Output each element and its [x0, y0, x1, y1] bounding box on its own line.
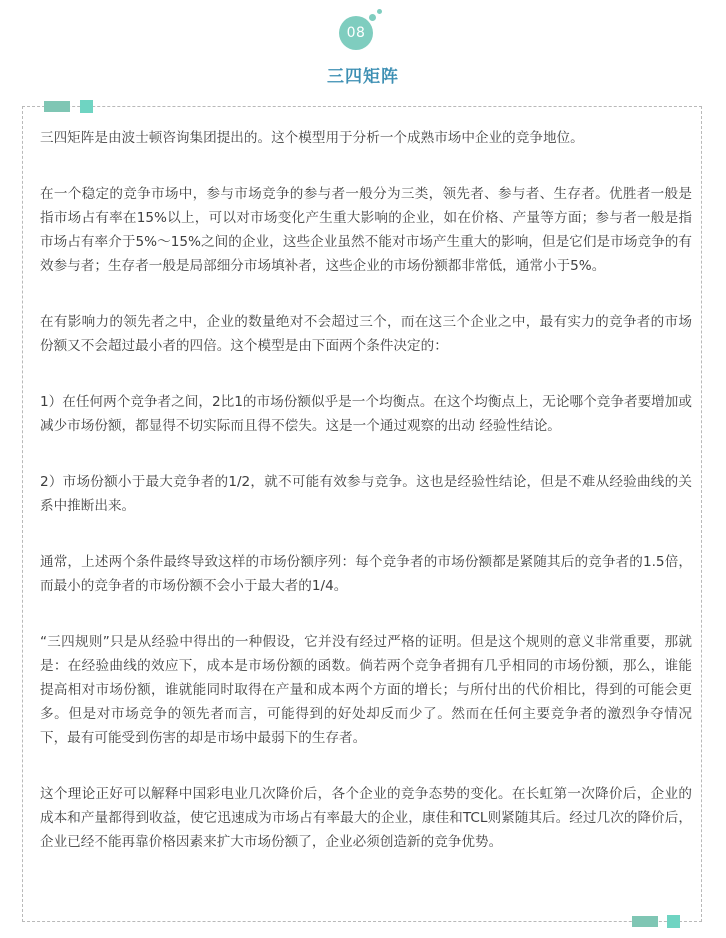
corner-decoration-bottom-square: [667, 915, 680, 928]
paragraph: “三四规则”只是从经验中得出的一种假设，它并没有经过严格的证明。但是这个规则的意义非常重要，那就是：在经验曲线的效应下，成本是市场份额的函数。倘若两个竞争者拥有几乎相同的市场份额，那么，谁能提高相对市场份额，谁就能同时取得在产量和成本两个方面的增长；与所付出的代价相比，得到的可能会更多。但是对市场竞争的领先者而言，可能得到的好处却反而少了。然而在任何主要竞争者的激烈争夺情况下，最有可能受到伤害的却是市场中最弱下的生存者。: [40, 634, 692, 746]
decorative-dot-small: [377, 9, 382, 14]
article-body: [40, 126, 692, 886]
paragraph: 在有影响力的领先者之中，企业的数量绝对不会超过三个，而在这三个企业之中，最有实力的竞争者的市场份额又不会超过最小者的四倍。这个模型是由下面两个条件决定的：: [40, 314, 692, 354]
paragraph: 通常，上述两个条件最终导致这样的市场份额序列：每个竞争者的市场份额都是紧随其后的竞争者的1.5倍，而最小的竞争者的市场份额不会小于最大者的1/4。: [40, 554, 692, 594]
section-number-badge: [332, 6, 392, 54]
section-number: 08: [339, 16, 373, 50]
paragraph: 三四矩阵是由波士顿咨询集团提出的。这个模型用于分析一个成熟市场中企业的竞争地位。: [40, 130, 584, 146]
paragraph: 这个理论正好可以解释中国彩电业几次降价后，各个企业的竞争态势的变化。在长虹第一次降价后，企业的成本和产量都得到收益，使它迅速成为市场占有率最大的企业，康佳和TCL则紧随其后。经过几次的降价后，企业已经不能再靠价格因素来扩大市场份额了，企业必须创造新的竞争优势。: [40, 786, 692, 850]
corner-decoration-top-bar: [44, 101, 70, 112]
corner-decoration-bottom-bar: [632, 916, 658, 927]
paragraph: 1）在任何两个竞争者之间，2比1的市场份额似乎是一个均衡点。在这个均衡点上，无论哪个竞争者要增加或减少市场份额，都显得不切实际而且得不偿失。这是一个通过观察的出动 经验性结论。: [40, 394, 692, 434]
paragraph: 在一个稳定的竞争市场中，参与市场竞争的参与者一般分为三类，领先者、参与者、生存者。优胜者一般是指市场占有率在15%以上，可以对市场变化产生重大影响的企业，如在价格、产量等方面；参与者一般是指市场占有率介于5%～15%之间的企业，这些企业虽然不能对市场产生重大的影响，但是它们是市场竞争的有效参与者；生存者一般是局部细分市场填补者，这些企业的市场份额都非常低，通常小于5%。: [40, 186, 692, 274]
corner-decoration-top-square: [80, 100, 93, 113]
paragraph: 2）市场份额小于最大竞争者的1/2，就不可能有效参与竞争。这也是经验性结论，但是不难从经验曲线的关系中推断出来。: [40, 474, 692, 514]
decorative-dot-large: [369, 14, 376, 21]
section-title: 三四矩阵: [327, 67, 399, 87]
